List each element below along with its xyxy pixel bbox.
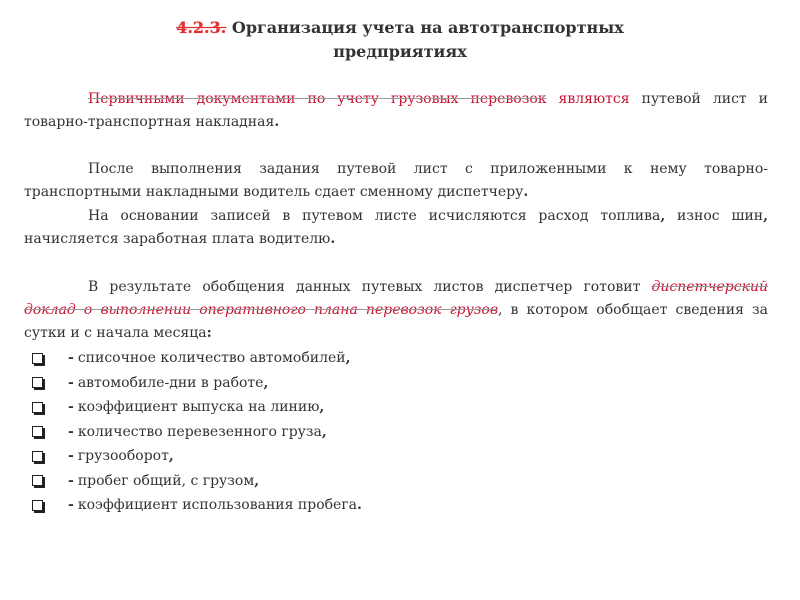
- calculations-text-2: износ шин: [677, 208, 764, 224]
- primary-documents-rest: путевой лист и товарно-транспортная накладная: [24, 91, 768, 130]
- dispatcher-report-highlight: диспетчерский доклад о выполнении оперативного плана перевозок грузов: [24, 279, 768, 318]
- paragraph-dispatcher-report: [24, 276, 768, 345]
- list-item-end: ,: [254, 472, 260, 489]
- list-item: [32, 444, 362, 469]
- checkbox-bullet-icon: [32, 377, 43, 388]
- calculations-text-3: начисляется заработная плата водителю: [24, 231, 331, 247]
- period-mark: .: [523, 184, 529, 200]
- list-item-label: грузооборот: [77, 448, 169, 465]
- list-item: [32, 346, 362, 371]
- paragraph-waybill-handover: [24, 158, 768, 204]
- paragraph-calculations: [24, 205, 768, 251]
- list-item-label: пробег общий, с грузом: [77, 472, 255, 489]
- dash-mark: -: [68, 399, 74, 416]
- list-item-label: количество перевезенного груза: [77, 423, 322, 440]
- list-item-end: ,: [345, 350, 351, 367]
- section-number: 4.2.3.: [176, 18, 227, 37]
- dash-mark: -: [68, 472, 74, 489]
- list-item: [32, 371, 362, 396]
- waybill-handover-text: После выполнения задания путевой лист с приложенными к нему товарно-транспортными накладными водитель сдает сменному диспетчеру: [24, 161, 768, 200]
- checkbox-bullet-icon: [32, 353, 43, 364]
- dispatcher-report-text-2: , в котором обобщает сведения за сутки и с начала месяца: [24, 302, 769, 341]
- indicator-checklist: [32, 346, 362, 518]
- slide-title: [0, 16, 800, 64]
- checkbox-bullet-icon: [32, 426, 43, 437]
- dash-mark: -: [68, 448, 74, 465]
- list-item: [32, 469, 362, 494]
- title-line-1: Организация учета на автотранспортных: [231, 18, 624, 37]
- are-word: являются: [558, 91, 630, 107]
- primary-documents-highlight: Первичными документами по учету грузовых перевозок: [88, 91, 547, 107]
- comma-mark: ,: [660, 208, 666, 224]
- list-item-end: .: [357, 497, 362, 514]
- paragraph-primary-documents: [24, 88, 768, 134]
- list-item-label: списочное количество автомобилей: [77, 350, 346, 367]
- list-item-label: коэффициент использования пробега: [77, 497, 358, 514]
- list-item-end: ,: [319, 399, 325, 416]
- comma-mark: ,: [763, 208, 768, 224]
- dash-mark: -: [68, 423, 74, 440]
- dash-mark: -: [68, 497, 74, 514]
- checkbox-bullet-icon: [32, 402, 43, 413]
- dispatcher-report-text-1: В результате обобщения данных путевых листов диспетчер готовит: [88, 279, 641, 295]
- list-item-end: ,: [263, 374, 269, 391]
- list-item: [32, 493, 362, 518]
- period-mark: .: [330, 231, 336, 247]
- dash-mark: -: [68, 374, 74, 391]
- list-item-label: автомобиле-дни в работе: [77, 374, 264, 391]
- checkbox-bullet-icon: [32, 451, 43, 462]
- checkbox-bullet-icon: [32, 500, 43, 511]
- list-item-label: коэффициент выпуска на линию: [77, 399, 320, 416]
- list-item: [32, 395, 362, 420]
- period-mark: .: [274, 114, 280, 130]
- list-item-end: ,: [168, 448, 174, 465]
- colon-mark: :: [206, 325, 212, 341]
- list-item-end: ,: [321, 423, 327, 440]
- list-item: [32, 420, 362, 445]
- dash-mark: -: [68, 350, 74, 367]
- title-line-2: предприятиях: [333, 42, 467, 61]
- calculations-text-1: На основании записей в путевом листе исчисляются расход топлива: [88, 208, 661, 224]
- checkbox-bullet-icon: [32, 475, 43, 486]
